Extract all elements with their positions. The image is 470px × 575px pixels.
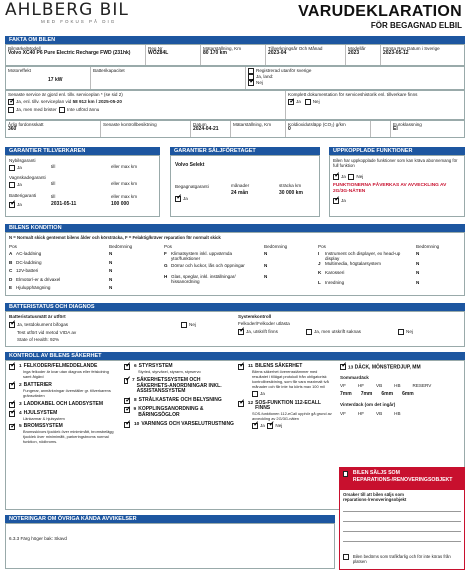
printout-yes-label: Ja, utskrift finns [246, 329, 278, 335]
control-item-checkbox[interactable] [238, 364, 244, 370]
notes-box [5, 523, 335, 569]
battery-warranty-yes: Ja [17, 202, 22, 208]
control-item-checkbox[interactable] [124, 398, 130, 404]
control-item-number: 11 [248, 364, 254, 369]
damage-warranty-yes: Ja [17, 182, 22, 188]
control-item-title: KOPPLINGSANORDNING & BÄRINGSÖGLOR [138, 406, 204, 418]
condition-rating: N [416, 279, 420, 285]
vehicle-tax-value: 360 [8, 126, 17, 133]
logo-brand: AHLBERG BIL [5, 0, 129, 20]
winter-vf-header: VF [340, 410, 346, 416]
control-item-head [124, 422, 234, 428]
notes-header: NOTERINGAR OM ÖVRIGA KÄNDA AVVIKELSER [5, 515, 335, 523]
condition-rating: N [109, 285, 113, 291]
condition-column-2 [164, 251, 314, 286]
new-car-warranty-yes: Ja [17, 165, 22, 171]
condition-text: Multimedia, högtalarsystem [325, 260, 381, 266]
damage-km-label: eller max km [111, 181, 138, 186]
connected-yes-label: Ja [341, 174, 346, 180]
condition-item [164, 274, 314, 286]
control-item-title: HJULSYSTEM [23, 409, 58, 416]
inspection-date-label: Datum [193, 122, 207, 127]
control-item-title: SÄKERHETSSYSTEM OCH SÄKERHETS-ANORDNINGAR INKL. ASSISTANSSYSTEM [136, 376, 222, 395]
winter-tire-label: Vinterdäck (om det ingår) [340, 402, 396, 408]
doc-no-label: Nej [312, 99, 320, 105]
battery-test-yes-label: Ja, testdokument bifogas [17, 322, 69, 328]
control-item [124, 378, 234, 395]
document-subtitle: FÖR BEGAGNAD ELBIL [370, 21, 462, 30]
new-car-warranty-checkbox[interactable] [9, 165, 15, 171]
condition-pos: B [9, 259, 13, 265]
notes-text: 6.3.3 Färg höger bak: Skavd [9, 536, 67, 541]
distance-value: 30 000 km [279, 190, 303, 196]
battery-warranty-checkbox[interactable] [9, 202, 15, 208]
dangerous-row [343, 554, 461, 565]
facts-row2 [5, 66, 465, 90]
winter-hb-header: HB [394, 410, 401, 416]
condition-pos: K [318, 270, 322, 275]
condition-pos: J [318, 260, 321, 266]
control-item-title: BATTERIER [23, 381, 52, 388]
condition-text: Dörrar och luckor, lås och öppningar [171, 262, 245, 268]
repair-reason-label: Orsaker till att bilen säljs som reparations-/renoveringsobjekt [343, 492, 407, 503]
summer-vb-header: VB [376, 383, 383, 389]
condition-text: Instrument och displayer, ex head-up display [325, 251, 401, 262]
condition-pos: D [9, 276, 13, 282]
condition-text: Inredning [325, 279, 345, 285]
reg-nr-value: WOZ84L [148, 50, 169, 57]
used-warranty-yes: Ja [183, 196, 188, 202]
control-item-title: STYRSYSTEM [138, 363, 173, 369]
fault-codes-label: Felkoder/Felkoder utlästa [238, 321, 290, 326]
control-item-number: 6 [134, 364, 137, 369]
battery-test-method: Test utfört vid metod VIDA av [17, 330, 77, 335]
service-note: * (se sid 2) [100, 92, 123, 97]
condition-text: AC-laddning [16, 251, 42, 256]
rating-header-1: Bedömning [109, 244, 133, 249]
control-column-2 [124, 364, 234, 431]
control-item-number: 5 [19, 424, 22, 430]
control-item-yesno [252, 391, 333, 397]
condition-text: Glas, speglar, inkl. inställningar/ hissanordning [171, 274, 236, 285]
summer-hf-header: HF [357, 383, 364, 389]
control-item-checkbox[interactable] [124, 378, 128, 384]
facts-row3 [5, 90, 465, 120]
battery-soh: State of Health: 92% [17, 337, 60, 342]
connected-question: Bilen har uppkopplade funktioner som kan kräva abonnemang för full funktion [333, 158, 458, 169]
summer-tire-label: Sommardäck [340, 375, 369, 381]
euro-class-value: El [393, 126, 398, 133]
summer-hf-value: 7mm [360, 390, 373, 397]
service-none-label: Inte utförd ännu [67, 107, 100, 113]
control-item-number: 9 [133, 407, 137, 413]
control-item-number: 3 [19, 401, 22, 407]
control-item [9, 364, 114, 380]
battery-till-value: 2031-05-11 [51, 201, 77, 207]
connected-no-label: Nej [356, 174, 364, 180]
control-item-desc: SOS-funktionen 112-eCall upphör gå grund av avveckling av 2G/3G-näten [252, 411, 332, 421]
service-none-checkbox[interactable] [59, 107, 65, 113]
logo-tagline: MED FOKUS PÅ DIG [41, 19, 117, 24]
doc-yes-checkbox[interactable] [288, 99, 294, 105]
connected-header: UPPKOPPLADE FUNKTIONER [329, 147, 465, 155]
control-item-desc: Bromsskivors tjocklek över minimimått, bromsbelägg tjocklek över minimimått, parkeringsbroms normal funktion, nödbroms. [23, 429, 114, 445]
control-item-checkbox[interactable] [9, 402, 15, 408]
months-label: månader [231, 183, 250, 188]
tire-checkbox[interactable] [340, 364, 346, 370]
condition-pos: G [164, 262, 168, 268]
control-item-checkbox[interactable] [9, 383, 15, 389]
control-yes-checkbox[interactable] [252, 391, 258, 397]
control-item-checkbox[interactable] [9, 424, 15, 430]
abroad-no-label: Nej [256, 80, 263, 86]
summer-vf-header: VF [340, 383, 346, 389]
dangerous-checkbox[interactable] [343, 554, 349, 560]
condition-item [9, 285, 159, 294]
make-model-label: Bilmärke/Modell [8, 46, 41, 51]
printout-missing-label: Ja, men utskrift saknas [314, 329, 361, 335]
damage-warranty-checkbox[interactable] [9, 182, 15, 188]
connected-no-checkbox[interactable] [348, 174, 354, 180]
service-yes-value: 58 912 km / 2025-05-20 [72, 99, 122, 105]
warranty-maker-header: GARANTIER TILLVERKAREN [5, 147, 160, 155]
condition-text: DC-laddning [16, 259, 42, 265]
condition-text: Karosseri [325, 270, 345, 275]
facts-header: FAKTA OM BILEN [5, 36, 465, 44]
months-value: 24 mån [231, 190, 249, 196]
condition-text: Elmotor/-er & drivaxel [16, 276, 61, 282]
condition-header: BILENS KONDITION [5, 224, 465, 232]
summer-vb-value: 6mm [381, 390, 394, 397]
condition-pos: L [318, 279, 321, 285]
control-item [124, 407, 234, 419]
control-item-number: 4 [19, 410, 22, 416]
warranty-maker-box [5, 155, 160, 217]
battery-km-label: eller max km [111, 194, 138, 199]
inspection-odometer-label: Mätarställning, Km [233, 122, 272, 127]
control-item-desc: Bilens säkerhet överensstämmer med resultatet i tillägat protokoll från obligatorisk kontrollbesiktning, som får vara maximalt två månader och får inte ha körts max 100 mil [252, 369, 329, 389]
condition-item [318, 251, 463, 261]
used-warranty-label: Begagnatgaranti [175, 184, 209, 189]
control-item-checkbox[interactable] [9, 411, 15, 417]
distance-label: sträcka km [279, 183, 302, 188]
control-item [9, 411, 114, 422]
battery-test-no-label: Nej [189, 322, 196, 328]
condition-item [164, 263, 314, 275]
control-yes-label: Ja [260, 422, 265, 428]
used-warranty-checkbox[interactable] [175, 196, 181, 202]
repair-object-box [339, 467, 465, 570]
new-car-till-label: till [51, 164, 56, 169]
abroad-no-checkbox[interactable] [248, 80, 254, 86]
control-item-title: STRÅLKASTARE OCH BELYSNING [138, 397, 222, 404]
control-item-title: VARNINGS OCH VARSELUTRUSTNING [141, 420, 234, 427]
condition-item [318, 261, 463, 271]
condition-text: 12V-batteri [16, 268, 39, 274]
control-item-number: 7 [131, 377, 135, 383]
printout-missing-checkbox[interactable] [306, 329, 312, 335]
winter-vb-header: VB [376, 410, 383, 416]
summer-vf-value: 7mm [340, 390, 352, 397]
network-yes-label: Ja [341, 198, 346, 204]
condition-legend: N = Normalt skick gentemot bilens ålder och körsträcka, F = Felaktig/kräver reparation för normalt skick [9, 235, 221, 240]
service-yes-label: Ja, enl. tillv. serviceplan vid [16, 99, 72, 105]
condition-item [9, 277, 159, 286]
control-item [9, 383, 114, 399]
condition-item [9, 260, 159, 269]
winter-hf-header: HF [357, 410, 364, 416]
control-no-label: Nej [275, 422, 283, 428]
battery-km-value: 100 000 [111, 201, 130, 207]
reg-nr-label: Reg Nr [148, 46, 163, 51]
model-year-value: 2023 [348, 50, 360, 57]
model-year-label: Modellår [348, 46, 366, 51]
damage-warranty-label: Vagnskadegaranti [9, 175, 46, 180]
control-item [9, 402, 114, 408]
manufacture-value: 2023-04 [268, 50, 287, 57]
inspection-date-value: 2024-04-21 [193, 126, 219, 133]
control-item-checkbox[interactable] [9, 364, 15, 370]
doc-no-checkbox[interactable] [305, 99, 311, 105]
abroad-yes-label: Ja, land: [256, 74, 274, 80]
dangerous-label: Bilen bedöms som trafikfarlig och för inte köras från platsen [352, 554, 451, 565]
condition-pos: H [164, 274, 168, 279]
condition-rating: N [109, 251, 113, 256]
connected-yes-checkbox[interactable] [333, 174, 339, 180]
make-model-value: Volvo XC40 P6 Pure Electric Recharge FWD (231hk) [8, 50, 131, 57]
facts-row4 [5, 120, 465, 138]
battery-test-yes-checkbox[interactable] [9, 322, 15, 328]
first-reg-value: 2023-05-12 [383, 50, 409, 57]
condition-item [9, 251, 159, 260]
logo [5, 2, 145, 26]
new-car-km-label: eller max km [111, 164, 138, 169]
control-item [238, 364, 333, 397]
condition-box [5, 232, 465, 296]
control-item [238, 401, 333, 429]
pos-header-2: Pos [164, 244, 172, 249]
condition-pos: C [9, 268, 13, 274]
control-item-title: FELKODER/FELMEDDELANDE [23, 363, 98, 369]
condition-item [318, 270, 463, 280]
control-yes-label: Ja [260, 390, 265, 396]
control-item-checkbox[interactable] [124, 407, 130, 413]
condition-pos: F [164, 251, 167, 256]
condition-column-1 [9, 251, 159, 294]
battery-till-label: till [51, 194, 56, 199]
condition-column-3 [318, 251, 463, 289]
control-item-yesno [252, 423, 333, 429]
pos-header-1: Pos [9, 244, 17, 249]
control-column-1 [9, 364, 114, 448]
service-label: Senaste service är gjord enl. tillv. serviceplan [8, 92, 100, 97]
first-reg-label: Första Reg Datum i Sverige [383, 46, 440, 51]
co2-label: Koldioxidutsläpp (CO₂) g/km [288, 122, 346, 127]
battery-header: BATTERISTATUS OCH DIAGNOS [5, 303, 465, 311]
control-item-head [124, 407, 234, 419]
repair-object-title: BILEN SÄLJS SOM REPARATIONS-/RENOVERINGSOBJEKT [352, 470, 453, 483]
pos-header-3: Pos [318, 244, 326, 249]
condition-rating: N [264, 274, 268, 279]
warranty-seller-header: GARANTIER SÄLJFÖRETAGET [170, 147, 320, 155]
vehicle-tax-label: Årlig fordonsskatt [8, 122, 44, 127]
control-item-title: SOS-FUNKTION 112-ECALL FINNS [255, 399, 321, 412]
condition-pos: I [318, 251, 320, 256]
control-item-number: 2 [19, 382, 22, 388]
condition-pos: A [9, 251, 13, 256]
odometer-value: 80 170 km [203, 50, 227, 57]
control-item-title: BROMSSYSTEM [23, 423, 63, 430]
co2-value: 0 [288, 126, 291, 133]
printout-no-checkbox[interactable] [398, 329, 404, 335]
control-item-number: 10 [134, 421, 140, 427]
service-partial-label: Ja, men med brister [16, 107, 57, 113]
control-item-title: BILENS SÄKERHET [255, 363, 303, 369]
document-title: VARUDEKLARATION [298, 3, 462, 20]
tire-title: DÄCK, MÖNSTERDJUP, MM [354, 364, 421, 371]
condition-rating: N [109, 276, 113, 282]
control-item [124, 364, 234, 375]
summer-hb-value: 6mm [402, 390, 414, 397]
condition-item [164, 251, 314, 263]
control-item-head [124, 378, 234, 395]
summer-reserve-header: RESERV [412, 383, 432, 389]
control-item-number: 1 [19, 364, 22, 369]
condition-item [318, 280, 463, 290]
printout-no-label: Nej [406, 329, 413, 335]
condition-item [9, 268, 159, 277]
control-item-checkbox[interactable] [124, 364, 130, 370]
battery-box [5, 311, 465, 347]
condition-rating: N [109, 259, 113, 265]
doc-yes-label: Ja [296, 99, 301, 105]
registered-abroad-label: Registrerad utanför sverige [256, 68, 312, 74]
battery-test-no-checkbox[interactable] [181, 322, 187, 328]
system-check-label: Systemkontroll [238, 314, 272, 319]
doc-label: Komplett dokumentation för serviceshistorik enl. tillverkare finns [288, 92, 418, 97]
connected-box [329, 155, 465, 217]
condition-rating: N [264, 251, 268, 256]
summer-hb-header: HB [394, 383, 401, 389]
network-question: FUNKTIONERNA PÅVERKAS AV AVVECKLING AV 2G/3G-NÄTEN [333, 183, 447, 194]
condition-rating: N [264, 262, 268, 268]
battery-test-label: Batteristatusmätt är utfört [9, 314, 66, 319]
network-yes-checkbox[interactable] [333, 198, 339, 204]
service-yes-checkbox[interactable] [8, 99, 14, 105]
control-item-checkbox[interactable] [124, 422, 130, 428]
odometer-label: Mätarställning, Km [203, 46, 242, 51]
manufacture-label: Tillverkningsår Och Månad [268, 46, 323, 51]
seller-name: Volvo Selekt [175, 162, 205, 168]
condition-text: Hjulupphängning [16, 285, 51, 291]
battery-warranty-label: Batterigaranti [9, 193, 37, 198]
warranty-seller-box [170, 155, 320, 217]
control-item-checkbox[interactable] [238, 401, 244, 407]
control-item [124, 422, 234, 428]
control-item [124, 398, 234, 404]
condition-rating: N [416, 251, 420, 256]
control-item-head [9, 402, 114, 408]
motor-value: 17 kW [48, 77, 63, 84]
control-item-desc: Fungerar, anmärkningar överställer gr. tillverkarens gränsvärden [23, 387, 111, 398]
control-yes-checkbox[interactable] [252, 423, 258, 429]
control-no-checkbox[interactable] [267, 423, 273, 429]
printout-yes-checkbox[interactable] [238, 329, 244, 335]
condition-text: Klimatsystem inkl. uppvärmda ytor/funktioner [171, 251, 233, 262]
control-item-number: 8 [134, 398, 137, 404]
control-column-3 [238, 364, 333, 433]
damage-till-label: till [51, 181, 56, 186]
inspection-label: Senaste kontrollbesiktning [103, 122, 157, 127]
condition-rating: N [109, 268, 113, 274]
control-item-desc: Inga felkoder är kvar utan diagnos eller felskdning samt åtgärd [23, 369, 109, 379]
control-item-number: 12 [247, 400, 254, 406]
control-item-desc: Styrled, styrväxel, styrarm, styrservo [138, 369, 201, 374]
control-header: KONTROLL AV BILENS SÄKERHET [5, 352, 465, 360]
condition-pos: E [9, 285, 13, 291]
control-item [9, 424, 114, 445]
control-item-title: LADDKABEL OCH LADDSYSTEM [23, 400, 104, 407]
battery-capacity-label: Batterikapacitet [93, 68, 125, 73]
motor-label: Motoreffekt [8, 68, 31, 73]
rating-header-3: Bedömning [416, 244, 440, 249]
condition-rating: N [416, 270, 420, 275]
control-item-desc: Länkarmar & hjulsystem [23, 415, 65, 421]
new-car-warranty-label: Nybilsgaranti [9, 158, 36, 163]
rating-header-2: Bedömning [264, 244, 288, 249]
repair-object-checkbox[interactable] [343, 471, 348, 477]
condition-rating: N [416, 260, 420, 266]
control-item-head [124, 398, 234, 404]
facts-row1 [5, 44, 465, 66]
service-partial-checkbox[interactable] [8, 107, 14, 113]
euro-class-label: Euroklassning [393, 122, 422, 127]
tire-section: ✓13 DÄCK, MÖNSTERDJUP, MM Sommardäck VF HF VB HB RESERV 7mm 7mm 6mm 6mm Vinterdäck (om det ingår) VF HF VB HB [340, 364, 463, 416]
